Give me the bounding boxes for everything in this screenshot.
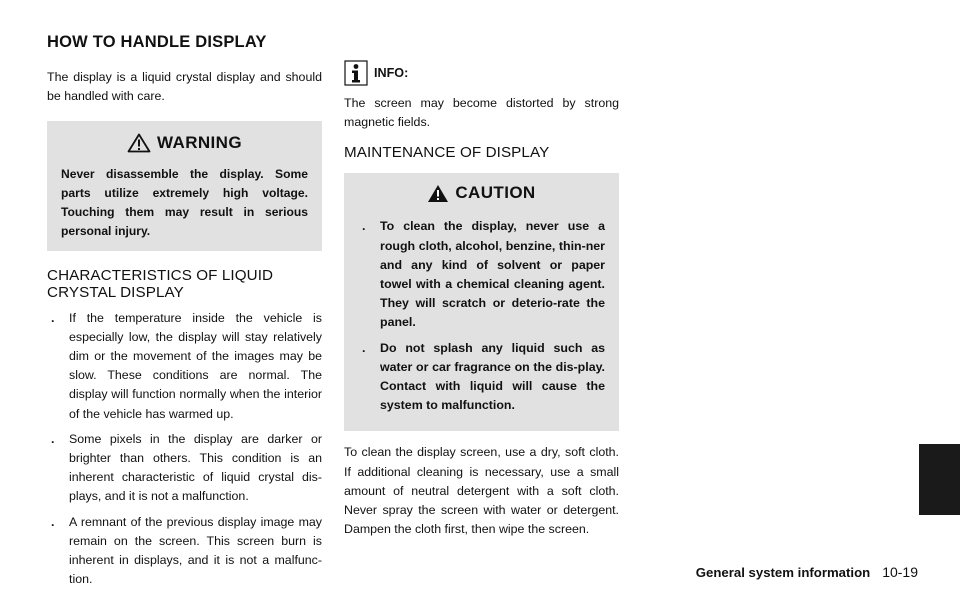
characteristics-heading-line1: CHARACTERISTICS OF LIQUID bbox=[47, 266, 274, 284]
caution-header bbox=[358, 183, 605, 203]
info-label: INFO: bbox=[374, 66, 409, 80]
list-item bbox=[47, 430, 322, 507]
info-text: The screen may become distorted by strong magnetic fields. bbox=[344, 96, 619, 130]
caution-box bbox=[344, 173, 619, 431]
bullet-dot: . bbox=[362, 340, 366, 355]
list-item bbox=[47, 309, 322, 424]
left-column bbox=[47, 68, 322, 595]
middle-column bbox=[344, 68, 619, 539]
caution-list bbox=[358, 217, 605, 415]
bullet-dot: . bbox=[51, 514, 55, 529]
info-header bbox=[344, 60, 619, 86]
list-item bbox=[47, 513, 322, 590]
warning-header bbox=[61, 133, 308, 153]
list-item-text: Do not splash any liquid such as water or car fragrance on the dis-play. Contact with liquid will cause the system to malfunction. bbox=[380, 340, 605, 413]
maintenance-text: To clean the display screen, use a dry, soft cloth. If additional cleaning is necessary, use a small amount of neutral detergent with a soft cloth. Never spray the screen with water or detergent. Dampen the cloth first, then wipe the screen. bbox=[344, 445, 619, 537]
warning-triangle-outline-icon bbox=[127, 133, 151, 153]
list-item-text: If the temperature inside the vehicle is especially low, the display will stay relatively dim or the movement of the images may be slow. These conditions are normal. The display will function normally when the interior of the vehicle has warmed up. bbox=[69, 310, 322, 421]
page-footer bbox=[696, 564, 918, 580]
page-title: HOW TO HANDLE DISPLAY bbox=[47, 33, 267, 51]
info-person-icon bbox=[344, 60, 368, 86]
caution-label: CAUTION bbox=[455, 183, 536, 203]
bullet-dot: . bbox=[51, 431, 55, 446]
list-item-text: Some pixels in the display are darker or brighter than others. This condition is an inherent characteristic of liquid crystal dis-plays, and it is not a malfunction. bbox=[69, 431, 322, 504]
caution-triangle-filled-icon bbox=[427, 184, 449, 203]
maintenance-heading: MAINTENANCE OF DISPLAY bbox=[344, 144, 550, 162]
list-item bbox=[358, 217, 605, 332]
characteristics-list bbox=[47, 309, 322, 590]
bullet-dot: . bbox=[362, 219, 366, 234]
warning-box bbox=[47, 121, 322, 250]
bullet-dot: . bbox=[51, 310, 55, 325]
list-item bbox=[358, 339, 605, 416]
intro-paragraph: The display is a liquid crystal display and should be handled with care. bbox=[47, 70, 322, 104]
list-item-text: To clean the display, never use a rough cloth, alcohol, benzine, thin-ner and any kind of solvent or paper towel with a chemical cleaning agent. They will scratch or deterio-rate the panel. bbox=[380, 219, 605, 330]
warning-text: Never disassemble the display. Some parts utilize extremely high voltage. Touching them may result in serious personal injury. bbox=[61, 167, 308, 238]
chapter-tab bbox=[919, 444, 960, 515]
footer-section-title: General system information bbox=[695, 565, 871, 580]
page-number: 10-19 bbox=[882, 564, 918, 580]
characteristics-heading-line2: CRYSTAL DISPLAY bbox=[47, 283, 184, 301]
characteristics-heading bbox=[47, 267, 322, 301]
warning-label: WARNING bbox=[157, 133, 242, 153]
list-item-text: A remnant of the previous display image may remain on the screen. This screen burn is inherent in displays, and it is not a malfunc-tion. bbox=[69, 514, 322, 587]
